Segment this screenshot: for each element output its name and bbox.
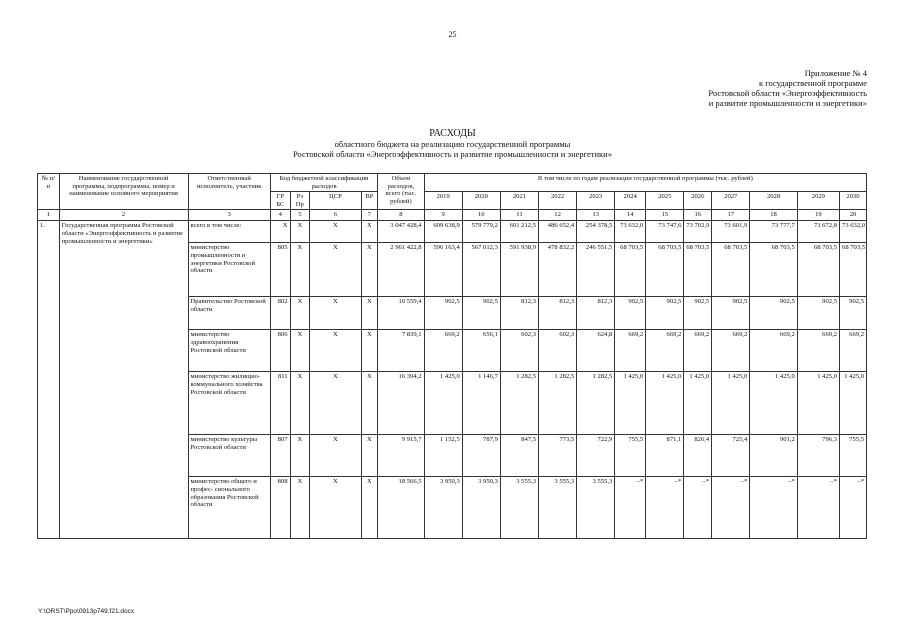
vr-cell: Х bbox=[361, 477, 378, 539]
year-value-cell: 73 777,7 bbox=[750, 221, 797, 243]
year-value-cell: 596 163,4 bbox=[424, 243, 462, 297]
file-path-footer: Y:\ORST\Ppo\0913p749.f21.docx bbox=[38, 608, 135, 615]
year-value-cell: 486 652,4 bbox=[539, 221, 577, 243]
year-value-cell: 1 425,0 bbox=[684, 372, 712, 435]
column-number: 9 bbox=[424, 210, 462, 221]
year-value-cell: 73 672,8 bbox=[797, 221, 839, 243]
csr-cell: Х bbox=[310, 372, 362, 435]
column-number: 8 bbox=[378, 210, 424, 221]
total-cell: 9 915,7 bbox=[378, 435, 424, 477]
vr-cell: Х bbox=[361, 330, 378, 372]
year-value-cell: 1 152,5 bbox=[424, 435, 462, 477]
header-year: 2024 bbox=[615, 192, 646, 210]
year-value-cell: 68 703,5 bbox=[684, 243, 712, 297]
year-value-cell: 787,9 bbox=[462, 435, 500, 477]
year-value-cell: 609 638,9 bbox=[424, 221, 462, 243]
appendix-caption bbox=[587, 68, 867, 108]
csr-cell: Х bbox=[310, 477, 362, 539]
header-name: Наименование государственной программы, подпрограммы, номер и наименование основного мероприятия bbox=[59, 174, 188, 210]
year-value-cell: 1 425,0 bbox=[712, 372, 750, 435]
grbs-cell: 806 bbox=[270, 330, 290, 372]
executor-cell: министерство промышленности и энергетики Ростовской области bbox=[188, 243, 270, 297]
executor-cell: министерство жилищно-коммунального хозяйства Ростовской области bbox=[188, 372, 270, 435]
year-value-cell: 602,3 bbox=[539, 330, 577, 372]
column-number: 20 bbox=[840, 210, 867, 221]
header-year: 2030 bbox=[840, 192, 867, 210]
year-value-cell: 1 282,5 bbox=[500, 372, 538, 435]
total-cell: 18 566,5 bbox=[378, 477, 424, 539]
year-value-cell: 601 212,5 bbox=[500, 221, 538, 243]
header-grbs: ГР БС bbox=[270, 192, 290, 210]
column-number: 13 bbox=[577, 210, 615, 221]
table-row bbox=[38, 221, 867, 243]
year-value-cell: 669,2 bbox=[615, 330, 646, 372]
executor-cell: всего в том числе: bbox=[188, 221, 270, 243]
grbs-cell: 805 bbox=[270, 243, 290, 297]
header-volume: Объем расходов, всего (тыс. рублей) bbox=[378, 174, 424, 210]
page-number: 25 bbox=[448, 30, 457, 39]
grbs-cell: 807 bbox=[270, 435, 290, 477]
column-number: 7 bbox=[361, 210, 378, 221]
year-value-cell: 669,2 bbox=[797, 330, 839, 372]
year-value-cell: 68 703,5 bbox=[797, 243, 839, 297]
year-value-cell: 812,3 bbox=[577, 297, 615, 330]
year-value-cell: 871,1 bbox=[646, 435, 684, 477]
rzpr-cell: Х bbox=[290, 477, 310, 539]
expenses-table bbox=[37, 173, 867, 539]
year-value-cell: 902,5 bbox=[424, 297, 462, 330]
year-value-cell: 722,9 bbox=[577, 435, 615, 477]
column-number: 16 bbox=[684, 210, 712, 221]
header-year: 2021 bbox=[500, 192, 538, 210]
year-value-cell: 68 703,5 bbox=[615, 243, 646, 297]
column-number: 6 bbox=[310, 210, 362, 221]
year-value-cell: 902,5 bbox=[684, 297, 712, 330]
year-value-cell: –* bbox=[712, 477, 750, 539]
column-number: 10 bbox=[462, 210, 500, 221]
year-value-cell: 812,3 bbox=[500, 297, 538, 330]
program-name: Государственная программа Ростовской области «Энергоэффективность и развитие промышленности и энергетики» bbox=[59, 221, 188, 539]
header-year: 2022 bbox=[539, 192, 577, 210]
heading-title: РАСХОДЫ bbox=[429, 128, 476, 139]
year-value-cell: 1 425,0 bbox=[615, 372, 646, 435]
column-number: 12 bbox=[539, 210, 577, 221]
year-value-cell: 3 555,3 bbox=[500, 477, 538, 539]
header-year: 2019 bbox=[424, 192, 462, 210]
year-value-cell: 1 425,0 bbox=[797, 372, 839, 435]
year-value-cell: 246 551,5 bbox=[577, 243, 615, 297]
column-number: 19 bbox=[797, 210, 839, 221]
year-value-cell: 73 632,0 bbox=[840, 221, 867, 243]
year-value-cell: 669,2 bbox=[646, 330, 684, 372]
year-value-cell: 902,5 bbox=[840, 297, 867, 330]
year-value-cell: 73 632,0 bbox=[615, 221, 646, 243]
year-value-cell: 567 012,3 bbox=[462, 243, 500, 297]
vr-cell: Х bbox=[361, 297, 378, 330]
csr-cell: Х bbox=[310, 435, 362, 477]
column-number: 15 bbox=[646, 210, 684, 221]
csr-cell: Х bbox=[310, 330, 362, 372]
rzpr-cell: Х bbox=[290, 297, 310, 330]
header-rzpr: Рз Пр bbox=[290, 192, 310, 210]
rzpr-cell: Х bbox=[290, 435, 310, 477]
table-body bbox=[38, 221, 867, 539]
heading-line: областного бюджета на реализацию государственной программы bbox=[334, 139, 571, 149]
year-value-cell: 796,3 bbox=[797, 435, 839, 477]
year-value-cell: –* bbox=[840, 477, 867, 539]
year-value-cell: –* bbox=[797, 477, 839, 539]
vr-cell: Х bbox=[361, 435, 378, 477]
year-value-cell: 3 555,3 bbox=[577, 477, 615, 539]
heading-line: Ростовской области «Энергоэффективность и развитие промышленности и энергетики» bbox=[293, 149, 612, 159]
year-value-cell: 901,2 bbox=[750, 435, 797, 477]
year-value-cell: 73 601,9 bbox=[712, 221, 750, 243]
year-value-cell: 1 425,0 bbox=[840, 372, 867, 435]
year-value-cell: 3 950,3 bbox=[462, 477, 500, 539]
year-value-cell: 579 779,2 bbox=[462, 221, 500, 243]
year-value-cell: 68 703,5 bbox=[646, 243, 684, 297]
total-cell: 10 559,4 bbox=[378, 297, 424, 330]
vr-cell: Х bbox=[361, 221, 378, 243]
total-cell: 2 961 422,8 bbox=[378, 243, 424, 297]
year-value-cell: 755,5 bbox=[840, 435, 867, 477]
year-value-cell: 669,2 bbox=[712, 330, 750, 372]
year-value-cell: 254 378,5 bbox=[577, 221, 615, 243]
year-value-cell: 902,5 bbox=[615, 297, 646, 330]
year-value-cell: 773,5 bbox=[539, 435, 577, 477]
year-value-cell: 73 747,6 bbox=[646, 221, 684, 243]
appendix-line: Ростовской области «Энергоэффективность bbox=[708, 88, 867, 98]
year-value-cell: 1 282,5 bbox=[577, 372, 615, 435]
year-value-cell: 902,5 bbox=[462, 297, 500, 330]
grbs-cell: Х bbox=[270, 221, 290, 243]
column-number: 4 bbox=[270, 210, 290, 221]
year-value-cell: 1 282,5 bbox=[539, 372, 577, 435]
header-year: 2025 bbox=[646, 192, 684, 210]
year-value-cell: –* bbox=[615, 477, 646, 539]
year-value-cell: 755,5 bbox=[615, 435, 646, 477]
year-value-cell: 68 703,5 bbox=[840, 243, 867, 297]
vr-cell: Х bbox=[361, 372, 378, 435]
total-cell: 16 394,2 bbox=[378, 372, 424, 435]
year-value-cell: 812,3 bbox=[539, 297, 577, 330]
header-year: 2027 bbox=[712, 192, 750, 210]
csr-cell: Х bbox=[310, 221, 362, 243]
appendix-line: Приложение № 4 bbox=[804, 68, 867, 78]
column-number: 3 bbox=[188, 210, 270, 221]
year-value-cell: 73 702,9 bbox=[684, 221, 712, 243]
year-value-cell: 669,2 bbox=[684, 330, 712, 372]
executor-cell: министерство общего и профес- сионального образования Ростовской области bbox=[188, 477, 270, 539]
year-value-cell: –* bbox=[646, 477, 684, 539]
header-num: № п/п bbox=[38, 174, 60, 210]
year-value-cell: 68 703,5 bbox=[750, 243, 797, 297]
rzpr-cell: Х bbox=[290, 330, 310, 372]
grbs-cell: 811 bbox=[270, 372, 290, 435]
year-value-cell: 68 703,5 bbox=[712, 243, 750, 297]
executor-cell: министерство культуры Ростовской области bbox=[188, 435, 270, 477]
year-value-cell: 669,2 bbox=[840, 330, 867, 372]
header-year: 2029 bbox=[797, 192, 839, 210]
total-cell: 3 047 428,4 bbox=[378, 221, 424, 243]
column-number: 11 bbox=[500, 210, 538, 221]
total-cell: 7 839,1 bbox=[378, 330, 424, 372]
year-value-cell: 902,5 bbox=[646, 297, 684, 330]
year-value-cell: 902,5 bbox=[750, 297, 797, 330]
year-value-cell: 847,5 bbox=[500, 435, 538, 477]
rzpr-cell: Х bbox=[290, 372, 310, 435]
year-value-cell: 602,3 bbox=[500, 330, 538, 372]
rzpr-cell: Х bbox=[290, 221, 310, 243]
column-number: 14 bbox=[615, 210, 646, 221]
year-value-cell: 478 832,2 bbox=[539, 243, 577, 297]
executor-cell: Правительство Ростовской области bbox=[188, 297, 270, 330]
header-vr: ВР bbox=[361, 192, 378, 210]
column-number: 2 bbox=[59, 210, 188, 221]
column-number: 18 bbox=[750, 210, 797, 221]
program-number: 1. bbox=[38, 221, 60, 539]
rzpr-cell: Х bbox=[290, 243, 310, 297]
grbs-cell: 802 bbox=[270, 297, 290, 330]
year-value-cell: 902,5 bbox=[797, 297, 839, 330]
column-number: 5 bbox=[290, 210, 310, 221]
appendix-line: и развитие промышленности и энергетики» bbox=[708, 98, 867, 108]
column-number: 1 bbox=[38, 210, 60, 221]
year-value-cell: 656,1 bbox=[462, 330, 500, 372]
year-value-cell: 826,4 bbox=[684, 435, 712, 477]
year-value-cell: 902,5 bbox=[712, 297, 750, 330]
csr-cell: Х bbox=[310, 243, 362, 297]
header-year: 2026 bbox=[684, 192, 712, 210]
column-number: 17 bbox=[712, 210, 750, 221]
year-value-cell: 591 938,9 bbox=[500, 243, 538, 297]
appendix-line: к государственной программе bbox=[758, 78, 867, 88]
year-value-cell: 1 425,0 bbox=[750, 372, 797, 435]
year-value-cell: 1 425,0 bbox=[424, 372, 462, 435]
year-value-cell: 3 950,3 bbox=[424, 477, 462, 539]
year-value-cell: 669,2 bbox=[750, 330, 797, 372]
executor-cell: министерство здравоохранения Ростовской области bbox=[188, 330, 270, 372]
header-year: 2020 bbox=[462, 192, 500, 210]
year-value-cell: 3 555,3 bbox=[539, 477, 577, 539]
header-year: 2023 bbox=[577, 192, 615, 210]
year-value-cell: 669,2 bbox=[424, 330, 462, 372]
grbs-cell: 808 bbox=[270, 477, 290, 539]
header-executor: Ответственный исполнитель, участник bbox=[188, 174, 270, 210]
header-csr: ЦСР bbox=[310, 192, 362, 210]
year-value-cell: 725,4 bbox=[712, 435, 750, 477]
document-heading bbox=[0, 128, 905, 159]
year-value-cell: 1 146,7 bbox=[462, 372, 500, 435]
year-value-cell: 624,8 bbox=[577, 330, 615, 372]
vr-cell: Х bbox=[361, 243, 378, 297]
year-value-cell: –* bbox=[750, 477, 797, 539]
year-value-cell: –* bbox=[684, 477, 712, 539]
header-code: Код бюджетной классификации расходов bbox=[270, 174, 377, 192]
csr-cell: Х bbox=[310, 297, 362, 330]
column-numbers-row bbox=[38, 210, 867, 221]
header-year: 2028 bbox=[750, 192, 797, 210]
header-row bbox=[38, 174, 867, 192]
year-value-cell: 1 425,0 bbox=[646, 372, 684, 435]
header-by-year: В том числе по годам реализации государственной программы (тыс. рублей) bbox=[424, 174, 866, 192]
